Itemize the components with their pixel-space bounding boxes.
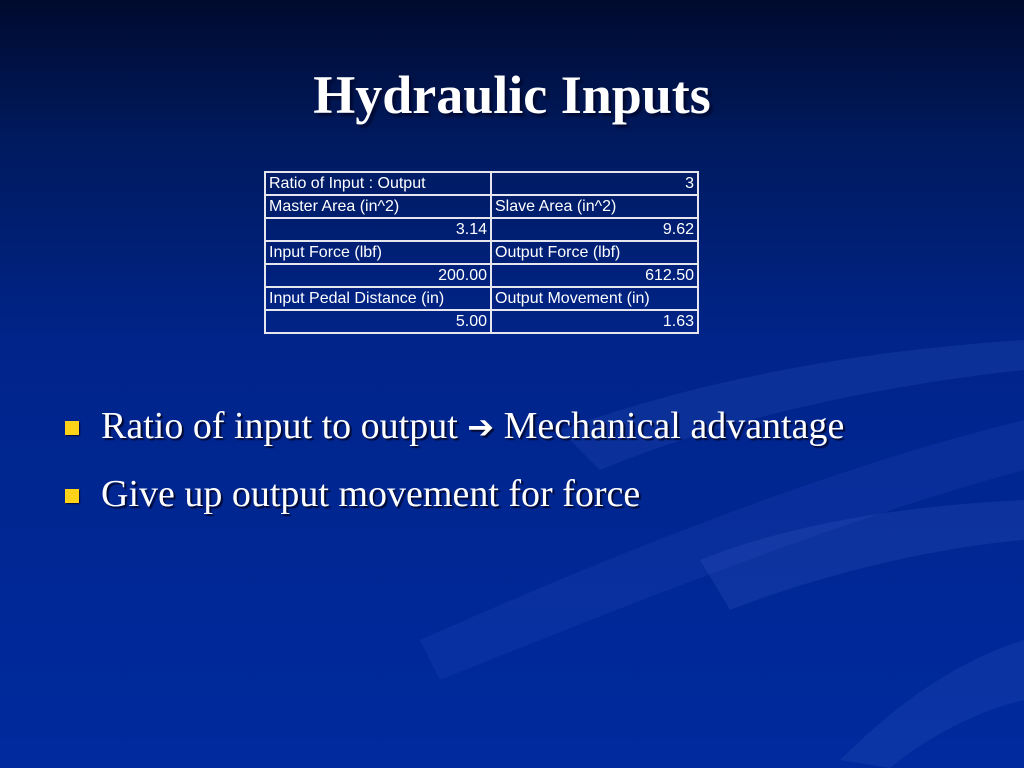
- table-row: [265, 172, 698, 195]
- list-item: [62, 400, 942, 454]
- table-cell: Output Force (lbf): [491, 241, 698, 264]
- bullet-text-after-arrow: Mechanical advantage: [494, 405, 845, 447]
- square-bullet-icon: [65, 421, 79, 435]
- hydraulic-data-table: [264, 171, 699, 334]
- table-cell: 9.62: [491, 218, 698, 241]
- table-cell: 5.00: [265, 310, 491, 333]
- square-bullet-icon: [65, 489, 79, 503]
- table-cell: Slave Area (in^2): [491, 195, 698, 218]
- table-cell: Ratio of Input : Output: [265, 172, 491, 195]
- bullet-text: Give up output movement for force: [101, 473, 641, 515]
- right-arrow-icon: ➔: [467, 408, 495, 446]
- table-cell: Input Pedal Distance (in): [265, 287, 491, 310]
- table-cell: 3: [491, 172, 698, 195]
- bullet-text-before-arrow: Ratio of input to output: [101, 405, 468, 447]
- table-cell: 1.63: [491, 310, 698, 333]
- table-cell: Output Movement (in): [491, 287, 698, 310]
- table-row: [265, 218, 698, 241]
- table-cell: 3.14: [265, 218, 491, 241]
- table-row: [265, 264, 698, 287]
- list-item: [62, 468, 942, 521]
- bullet-list: [62, 400, 942, 535]
- table-cell: 200.00: [265, 264, 491, 287]
- slide-title: Hydraulic Inputs: [313, 65, 711, 125]
- table-row: [265, 241, 698, 264]
- table-cell: Master Area (in^2): [265, 195, 491, 218]
- table-row: [265, 287, 698, 310]
- table-row: [265, 310, 698, 333]
- table-cell: Input Force (lbf): [265, 241, 491, 264]
- table-row: [265, 195, 698, 218]
- table-cell: 612.50: [491, 264, 698, 287]
